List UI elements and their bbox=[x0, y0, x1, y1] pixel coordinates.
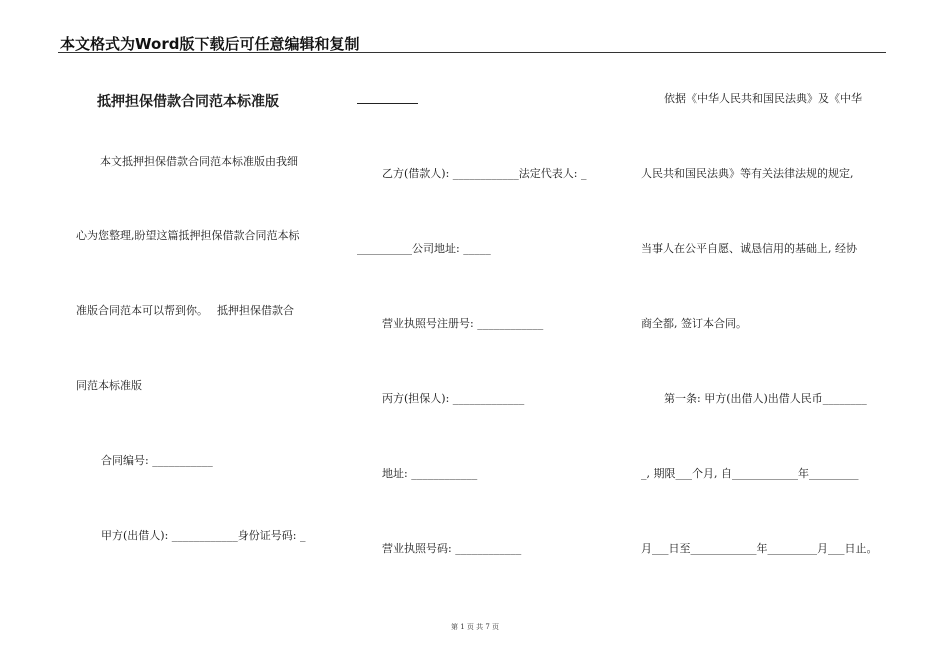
borrower-field: 乙方(借款人): ____________法定代表人: _ bbox=[382, 167, 587, 180]
col1-line-1: 本文抵押担保借款合同范本标准版由我细 bbox=[100, 155, 298, 168]
col1-line-4: 同范本标准版 bbox=[76, 379, 142, 392]
business-license-reg-field: 营业执照号注册号: ____________ bbox=[382, 317, 544, 330]
article-one-line-3: 月___日至____________年_________月___日止。 bbox=[641, 542, 878, 555]
col3-line-4: 商全都, 签订本合同。 bbox=[641, 317, 747, 330]
col3-line-1: 依据《中华人民共和国民法典》及《中华 bbox=[664, 92, 862, 105]
business-license-number-field: 营业执照号码: ____________ bbox=[382, 542, 522, 555]
article-one-line-2: _, 期限___个月, 自____________年_________ bbox=[641, 467, 859, 480]
col3-line-3: 当事人在公平自愿、诚恳信用的基础上, 经协 bbox=[641, 242, 857, 255]
col3-line-2: 人民共和国民法典》等有关法律法规的规定, bbox=[641, 167, 854, 180]
document-title: 抵押担保借款合同范本标准版 bbox=[97, 94, 279, 110]
guarantor-field: 丙方(担保人): _____________ bbox=[382, 392, 525, 405]
document-banner: 本文格式为Word版下载后可任意编辑和复制 bbox=[60, 35, 360, 53]
company-address-field: __________公司地址: _____ bbox=[357, 242, 491, 255]
page-indicator: 第 1 页 共 7 页 bbox=[450, 623, 500, 631]
contract-number-field: 合同编号: ___________ bbox=[101, 454, 213, 467]
col2-top-blank bbox=[357, 103, 418, 104]
col1-line-3: 准版合同范本可以帮到你。 抵押担保借款合 bbox=[76, 304, 294, 317]
article-one-line-1: 第一条: 甲方(出借人)出借人民币________ bbox=[664, 392, 867, 405]
banner-divider bbox=[58, 52, 886, 53]
lender-field: 甲方(出借人): ____________身份证号码: _ bbox=[101, 529, 306, 542]
guarantor-address-field: 地址: ____________ bbox=[382, 467, 478, 480]
col1-line-2: 心为您整理,盼望这篇抵押担保借款合同范本标 bbox=[76, 229, 300, 242]
